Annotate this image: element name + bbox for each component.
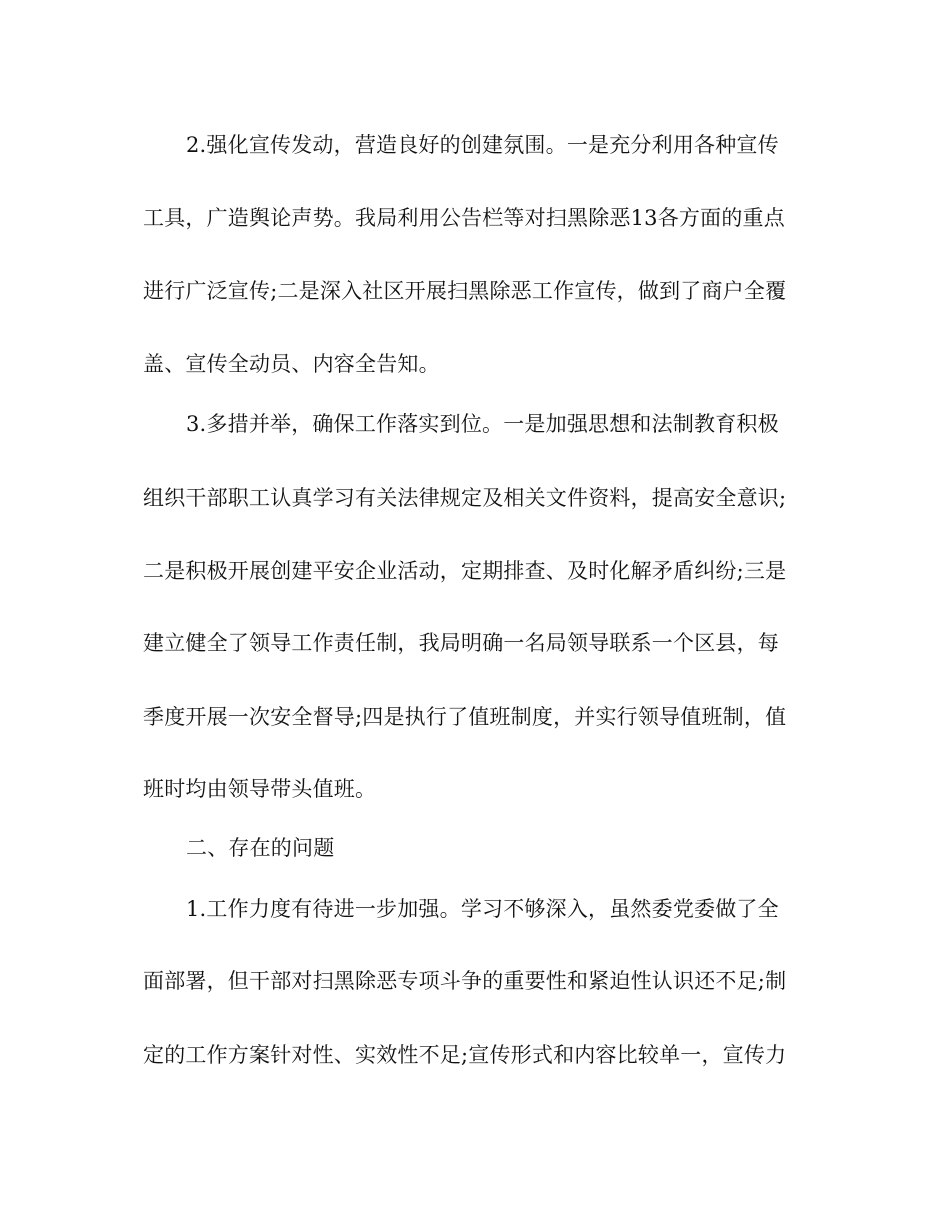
paragraph-2-line-3: 进行广泛宣传;二是深入社区开展扫黑除恶工作宣传，做到了商户全覆 [143, 279, 787, 303]
paragraph-2-line-4: 盖、宣传全动员、内容全告知。 [143, 352, 440, 376]
paragraph-3-line-5: 季度开展一次安全督导;四是执行了值班制度，并实行领导值班制，值 [143, 705, 787, 729]
paragraph-4-line-1: 1.工作力度有待进一步加强。学习不够深入，虽然委党委做了全 [186, 897, 779, 921]
paragraph-3-line-6: 班时均由领导带头值班。 [143, 777, 377, 801]
paragraph-3-line-2: 组织干部职工认真学习有关法律规定及相关文件资料，提高安全意识; [143, 486, 787, 510]
paragraph-2-line-2: 工具，广造舆论声势。我局利用公告栏等对扫黑除恶13各方面的重点 [143, 206, 785, 230]
paragraph-4-line-2: 面部署，但干部对扫黑除恶专项斗争的重要性和紧迫性认识还不足;制 [143, 969, 787, 993]
paragraph-3-line-3: 二是积极开展创建平安企业活动，定期排查、及时化解矛盾纠纷;三是 [143, 559, 787, 583]
paragraph-4-line-3: 定的工作方案针对性、实效性不足;宣传形式和内容比较单一，宣传力 [143, 1043, 787, 1067]
paragraph-3-line-1: 3.多措并举，确保工作落实到位。一是加强思想和法制教育积极 [186, 412, 779, 436]
paragraph-3-line-4: 建立健全了领导工作责任制，我局明确一名局领导联系一个区县，每 [143, 631, 779, 655]
section-heading-problems: 二、存在的问题 [186, 836, 335, 860]
paragraph-2-line-1: 2.强化宣传发动，营造良好的创建氛围。一是充分利用各种宣传 [186, 133, 779, 157]
